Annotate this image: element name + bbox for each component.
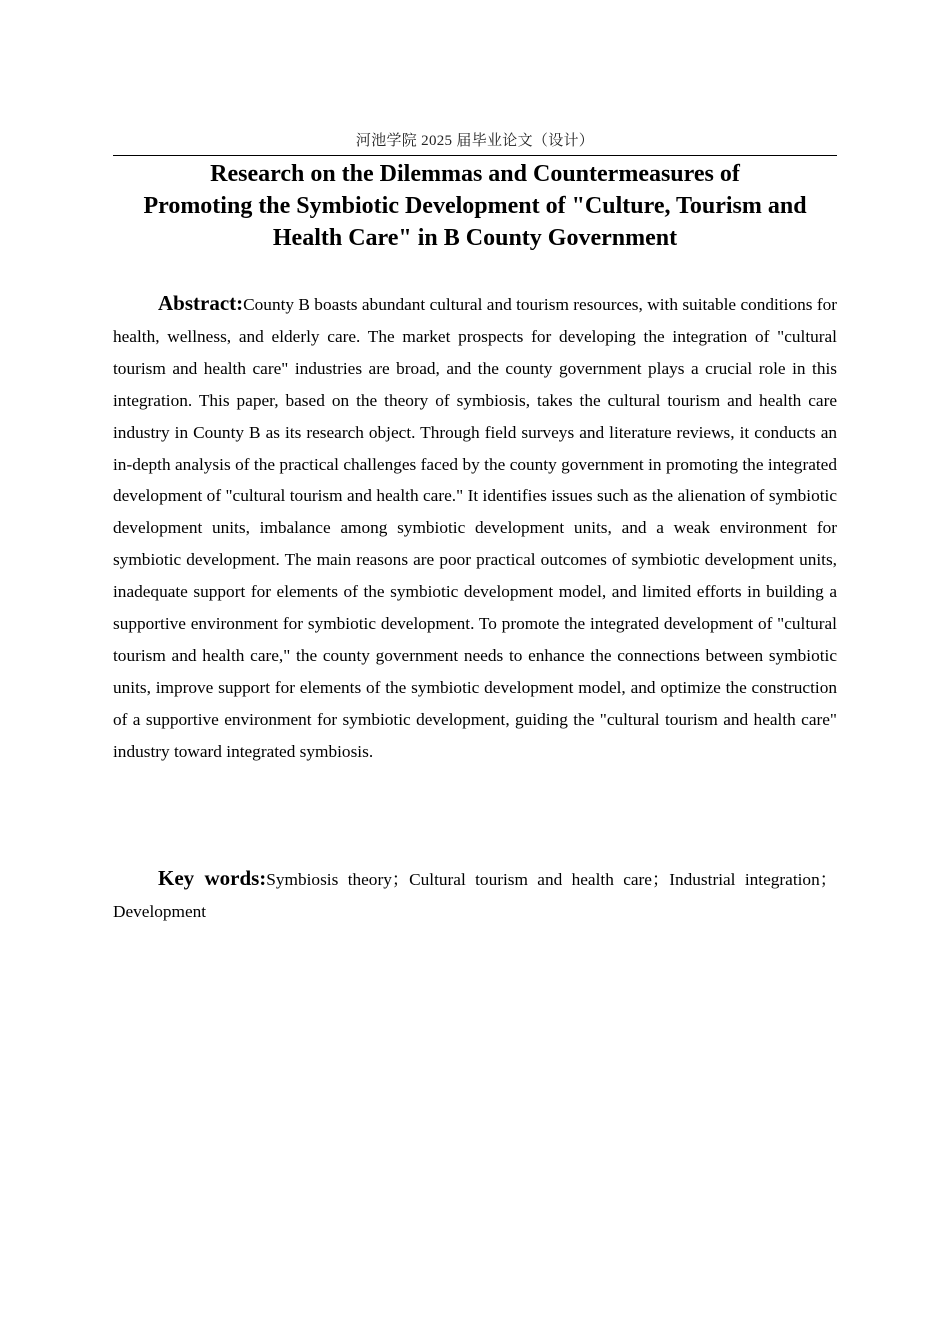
header-divider [113, 155, 837, 156]
title-line-3: Health Care" in B County Government [272, 225, 678, 251]
abstract-paragraph [113, 288, 837, 768]
keywords-text: Symbiosis theory；Cultural tourism and health care；Industrial integration；Development [113, 870, 837, 921]
running-header: 河池学院 2025 届毕业论文（设计） [355, 133, 595, 149]
abstract-label: Abstract: [158, 291, 244, 315]
paper-title [113, 158, 837, 254]
title-line-1: Research on the Dilemmas and Countermeasures of [210, 161, 740, 187]
abstract-text: County B boasts abundant cultural and tourism resources, with suitable conditions for health, wellness, and elderly care. The market prospects for developing the integration of "cultural tourism and health care" industries are broad, and the county government plays a crucial role in this integration. This paper, based on the theory of symbiosis, takes the cultural tourism and health care industry in County B as its research object. Through field surveys and literature reviews, it conducts an in-depth analysis of the practical challenges faced by the county government in promoting the integrated development of "cultural tourism and health care." It identifies issues such as the alienation of symbiotic development units, imbalance among symbiotic development units, and a weak environment for symbiotic development. The main reasons are poor practical outcomes of symbiotic development units, inadequate support for elements of the symbiotic development model, and limited efforts in building a supportive environment for symbiotic development. To promote the integrated development of "cultural tourism and health care," the county government needs to enhance the connections between symbiotic units, improve support for elements of the symbiotic development model, and optimize the construction of a supportive environment for symbiotic development, guiding the "cultural tourism and health care" industry toward integrated symbiosis. [113, 295, 837, 761]
keywords-label: Key words: [158, 866, 267, 890]
title-line-2: Promoting the Symbiotic Development of "Culture, Tourism and [143, 193, 807, 219]
keywords-paragraph [113, 863, 837, 928]
